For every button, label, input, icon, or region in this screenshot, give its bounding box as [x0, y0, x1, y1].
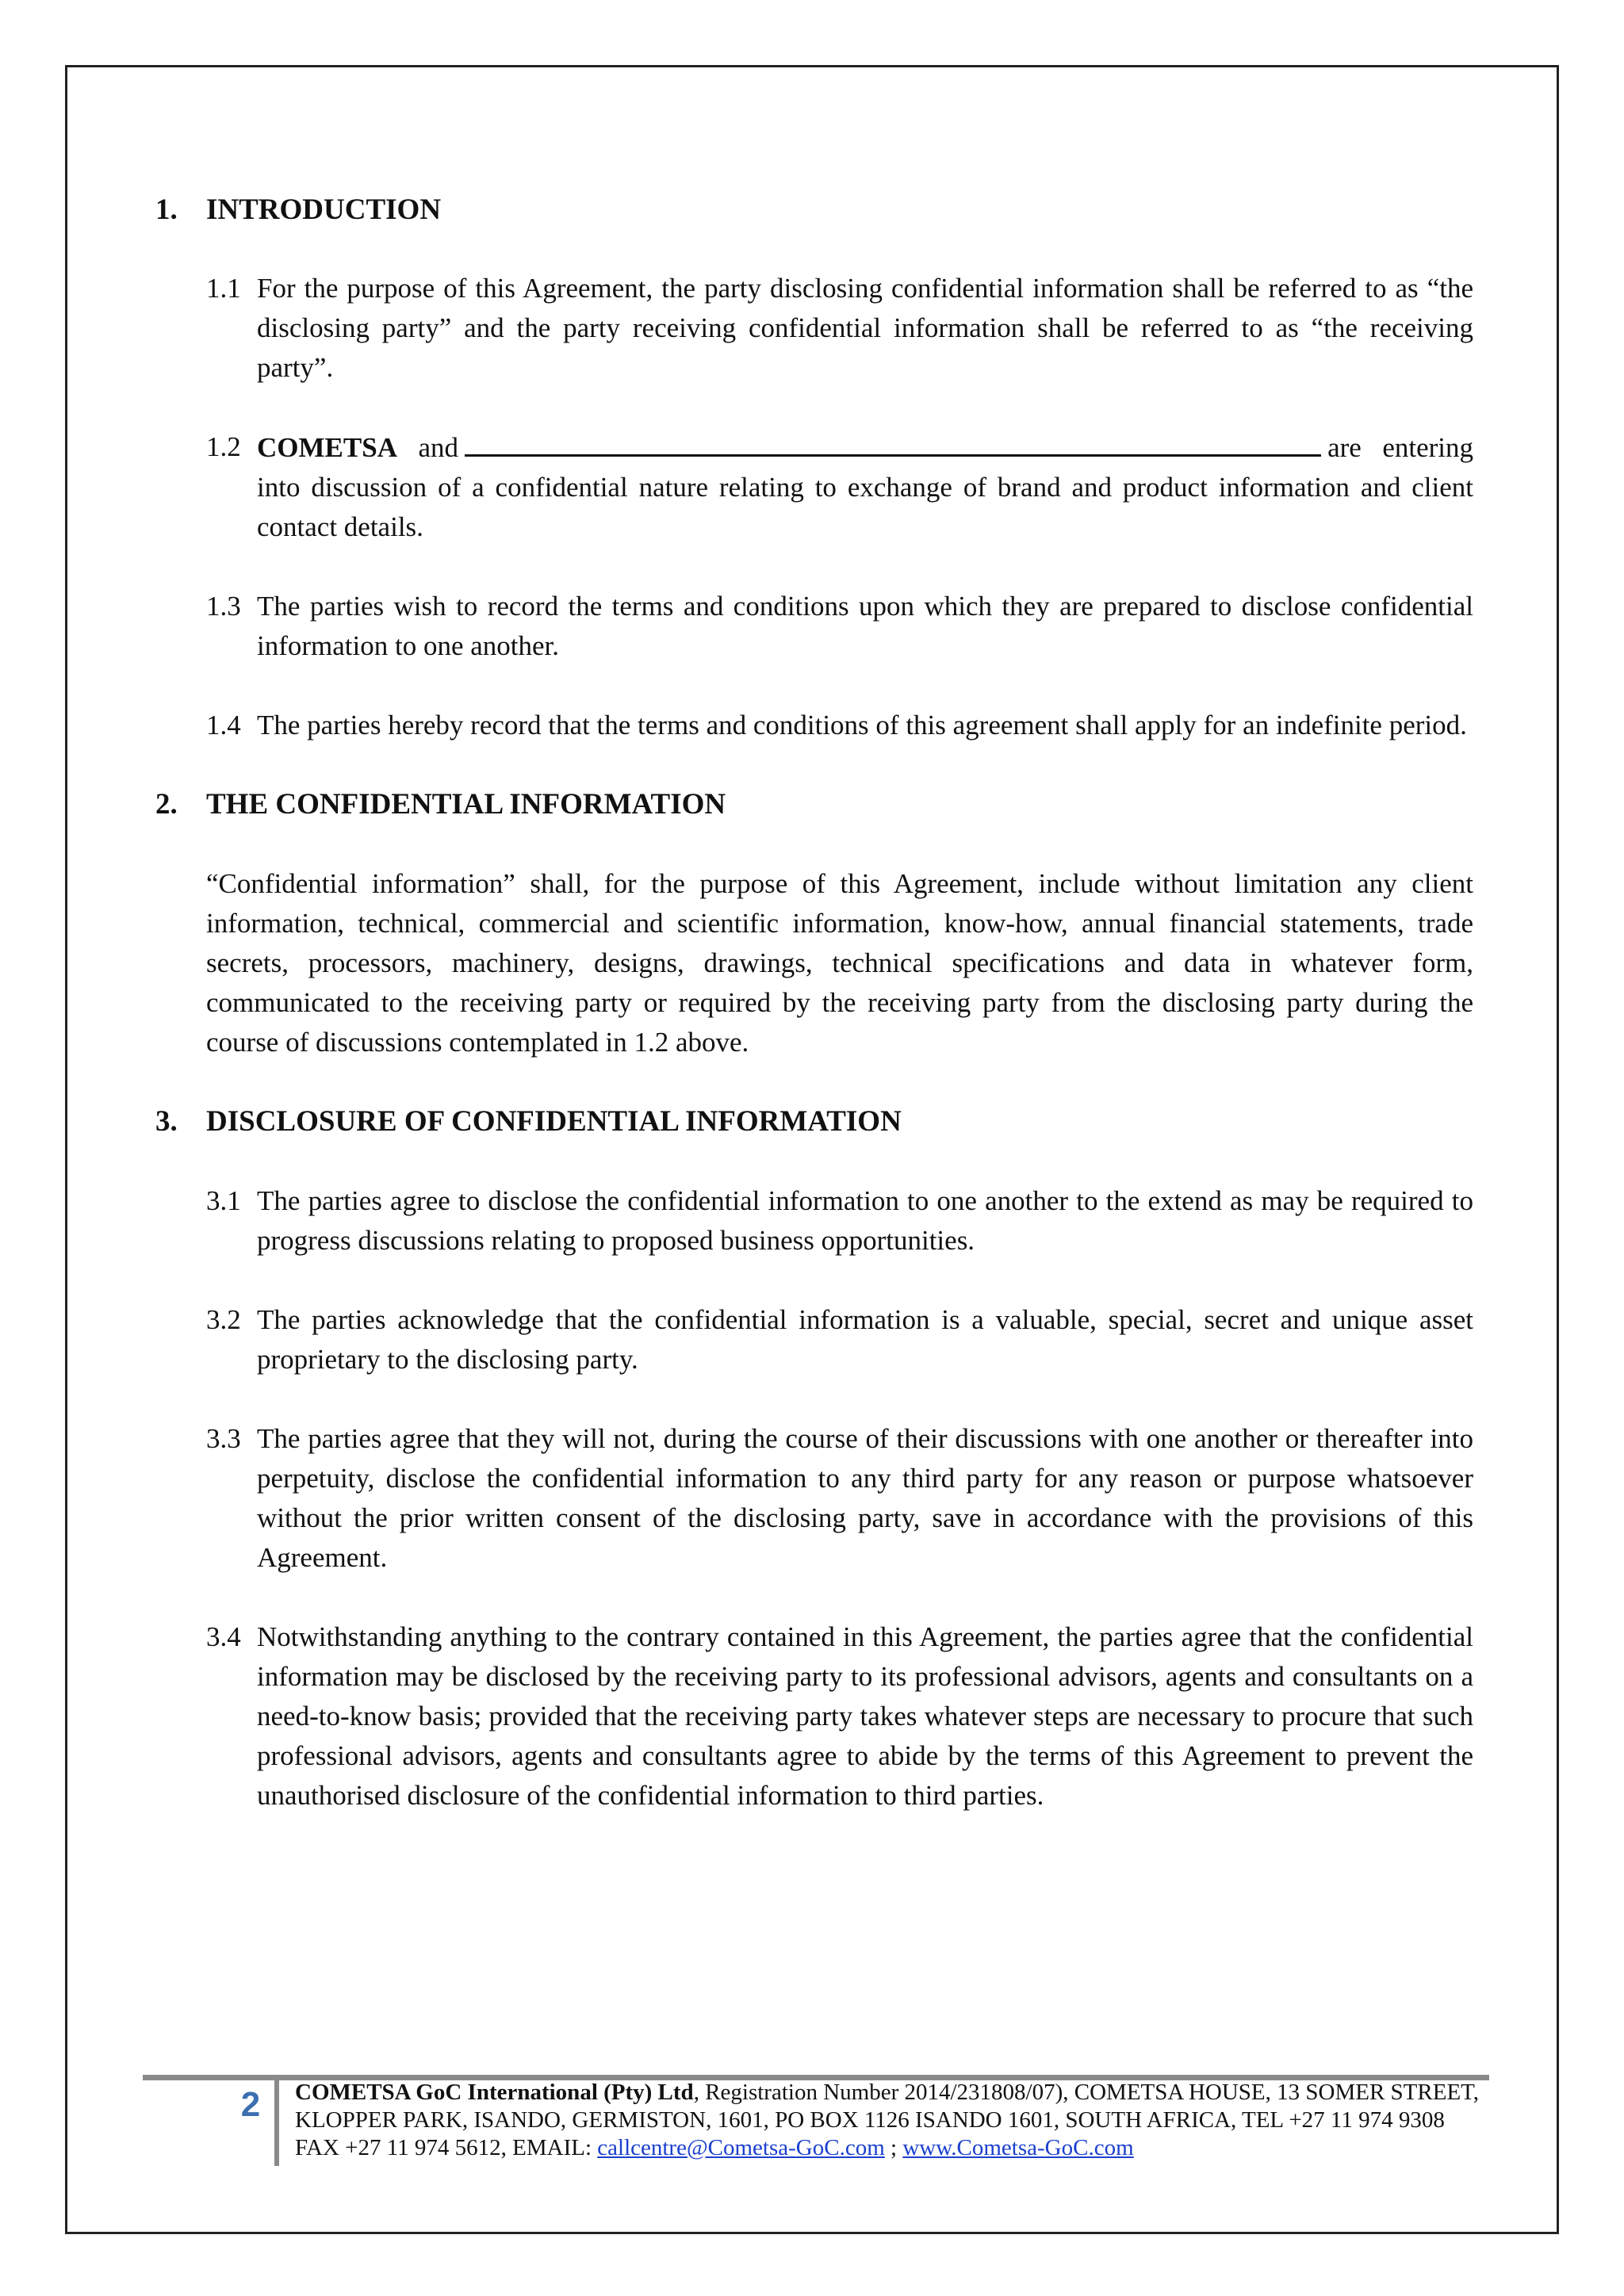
section-title: DISCLOSURE OF CONFIDENTIAL INFORMATION	[206, 1105, 902, 1138]
clause-1-1	[206, 269, 1473, 388]
clause-text: For the purpose of this Agreement, the party disclosing confidential information shall be referred to as “the disclosing party” and the party receiving confidential information shall be referred to as “the receiving party”.	[257, 273, 1473, 383]
clause-text	[257, 427, 1473, 547]
footer-separator: ;	[884, 2135, 903, 2160]
party-name: COMETSA	[257, 432, 397, 463]
clause-1-4	[206, 706, 1473, 745]
footer-company-name: COMETSA GoC International (Pty) Ltd	[295, 2080, 694, 2105]
clause-1-3	[206, 587, 1473, 666]
conjunction: and	[418, 432, 459, 463]
clause-number: 1.1	[206, 273, 241, 304]
confidential-information-definition: “Confidential information” shall, for the purpose of this Agreement, include without limitation any client information, technical, commercial and scientific information, know-how, annual financial statements, trade secrets, processors, machinery, designs, drawings, technical specifications and data in whatever form, communicated to the receiving party or required by the receiving party from the disclosing party during the course of discussions contemplated in 1.2 above.	[206, 868, 1473, 1058]
clause-number: 1.3	[206, 591, 241, 622]
section-number: 2.	[155, 788, 178, 821]
clause-number: 1.4	[206, 710, 241, 740]
footer-website-link[interactable]: www.Cometsa-GoC.com	[902, 2135, 1134, 2160]
clause-3-2	[206, 1300, 1473, 1380]
footer-address: , Registration Number 2014/231808/07), COMETSA HOUSE, 13 SOMER STREET, KLOPPER PARK, ISANDO, GERMISTON, 1601, PO BOX 1126 ISANDO 1601, SOUTH AFRICA, TEL +27 11 974 9308 FAX +27 11 974 5612, EMAIL:	[295, 2080, 1479, 2160]
footer-email-link[interactable]: callcentre@Cometsa-GoC.com	[597, 2135, 885, 2160]
party-name-blank-field[interactable]	[465, 427, 1321, 457]
section-heading-introduction	[155, 190, 1473, 230]
clause-1-2	[206, 427, 1473, 547]
footer-divider	[274, 2080, 279, 2166]
clause-number: 3.3	[206, 1423, 241, 1454]
clause-3-4	[206, 1617, 1473, 1816]
footer-company-details	[295, 2079, 1484, 2162]
clause-text: The parties agree that they will not, during the course of their discussions with one another or thereafter into perpetuity, disclose the confidential information to any third party for any reason or purpose whatsoever without the prior written consent of the disclosing party, save in accordance with the provisions of this Agreement.	[257, 1423, 1473, 1573]
document-body	[155, 190, 1473, 1816]
section-heading-confidential-information	[155, 785, 1473, 825]
clause-3-1	[206, 1181, 1473, 1261]
section-title: THE CONFIDENTIAL INFORMATION	[206, 788, 726, 821]
clause-text-continued: are entering into discussion of a confidential nature relating to exchange of brand and product information and client contact details.	[257, 432, 1473, 542]
clause-number: 3.1	[206, 1185, 241, 1216]
clause-number: 3.4	[206, 1621, 241, 1652]
clause-text: Notwithstanding anything to the contrary contained in this Agreement, the parties agree that the confidential information may be disclosed by the receiving party to its professional advisors, agents and consultants on a need-to-know basis; provided that the receiving party takes whatever steps are necessary to procure that such professional advisors, agents and consultants agree to abide by the terms of this Agreement to prevent the unauthorised disclosure of the confidential information to third parties.	[257, 1621, 1473, 1811]
clause-text: The parties wish to record the terms and conditions upon which they are prepared to disclose confidential information to one another.	[257, 591, 1473, 661]
page-number: 2	[240, 2085, 261, 2124]
clause-number: 1.2	[206, 431, 241, 462]
clause-text: The parties hereby record that the terms and conditions of this agreement shall apply for an indefinite period.	[257, 710, 1467, 740]
section-number: 3.	[155, 1105, 178, 1138]
clause-number: 3.2	[206, 1304, 241, 1335]
section-heading-disclosure	[155, 1102, 1473, 1142]
clause-3-3	[206, 1419, 1473, 1578]
section-number: 1.	[155, 193, 178, 226]
section-title: INTRODUCTION	[206, 193, 442, 226]
clause-text: The parties acknowledge that the confidential information is a valuable, special, secret and unique asset proprietary to the disclosing party.	[257, 1304, 1473, 1375]
clause-text: The parties agree to disclose the confidential information to one another to the extend as may be required to progress discussions relating to proposed business opportunities.	[257, 1185, 1473, 1256]
